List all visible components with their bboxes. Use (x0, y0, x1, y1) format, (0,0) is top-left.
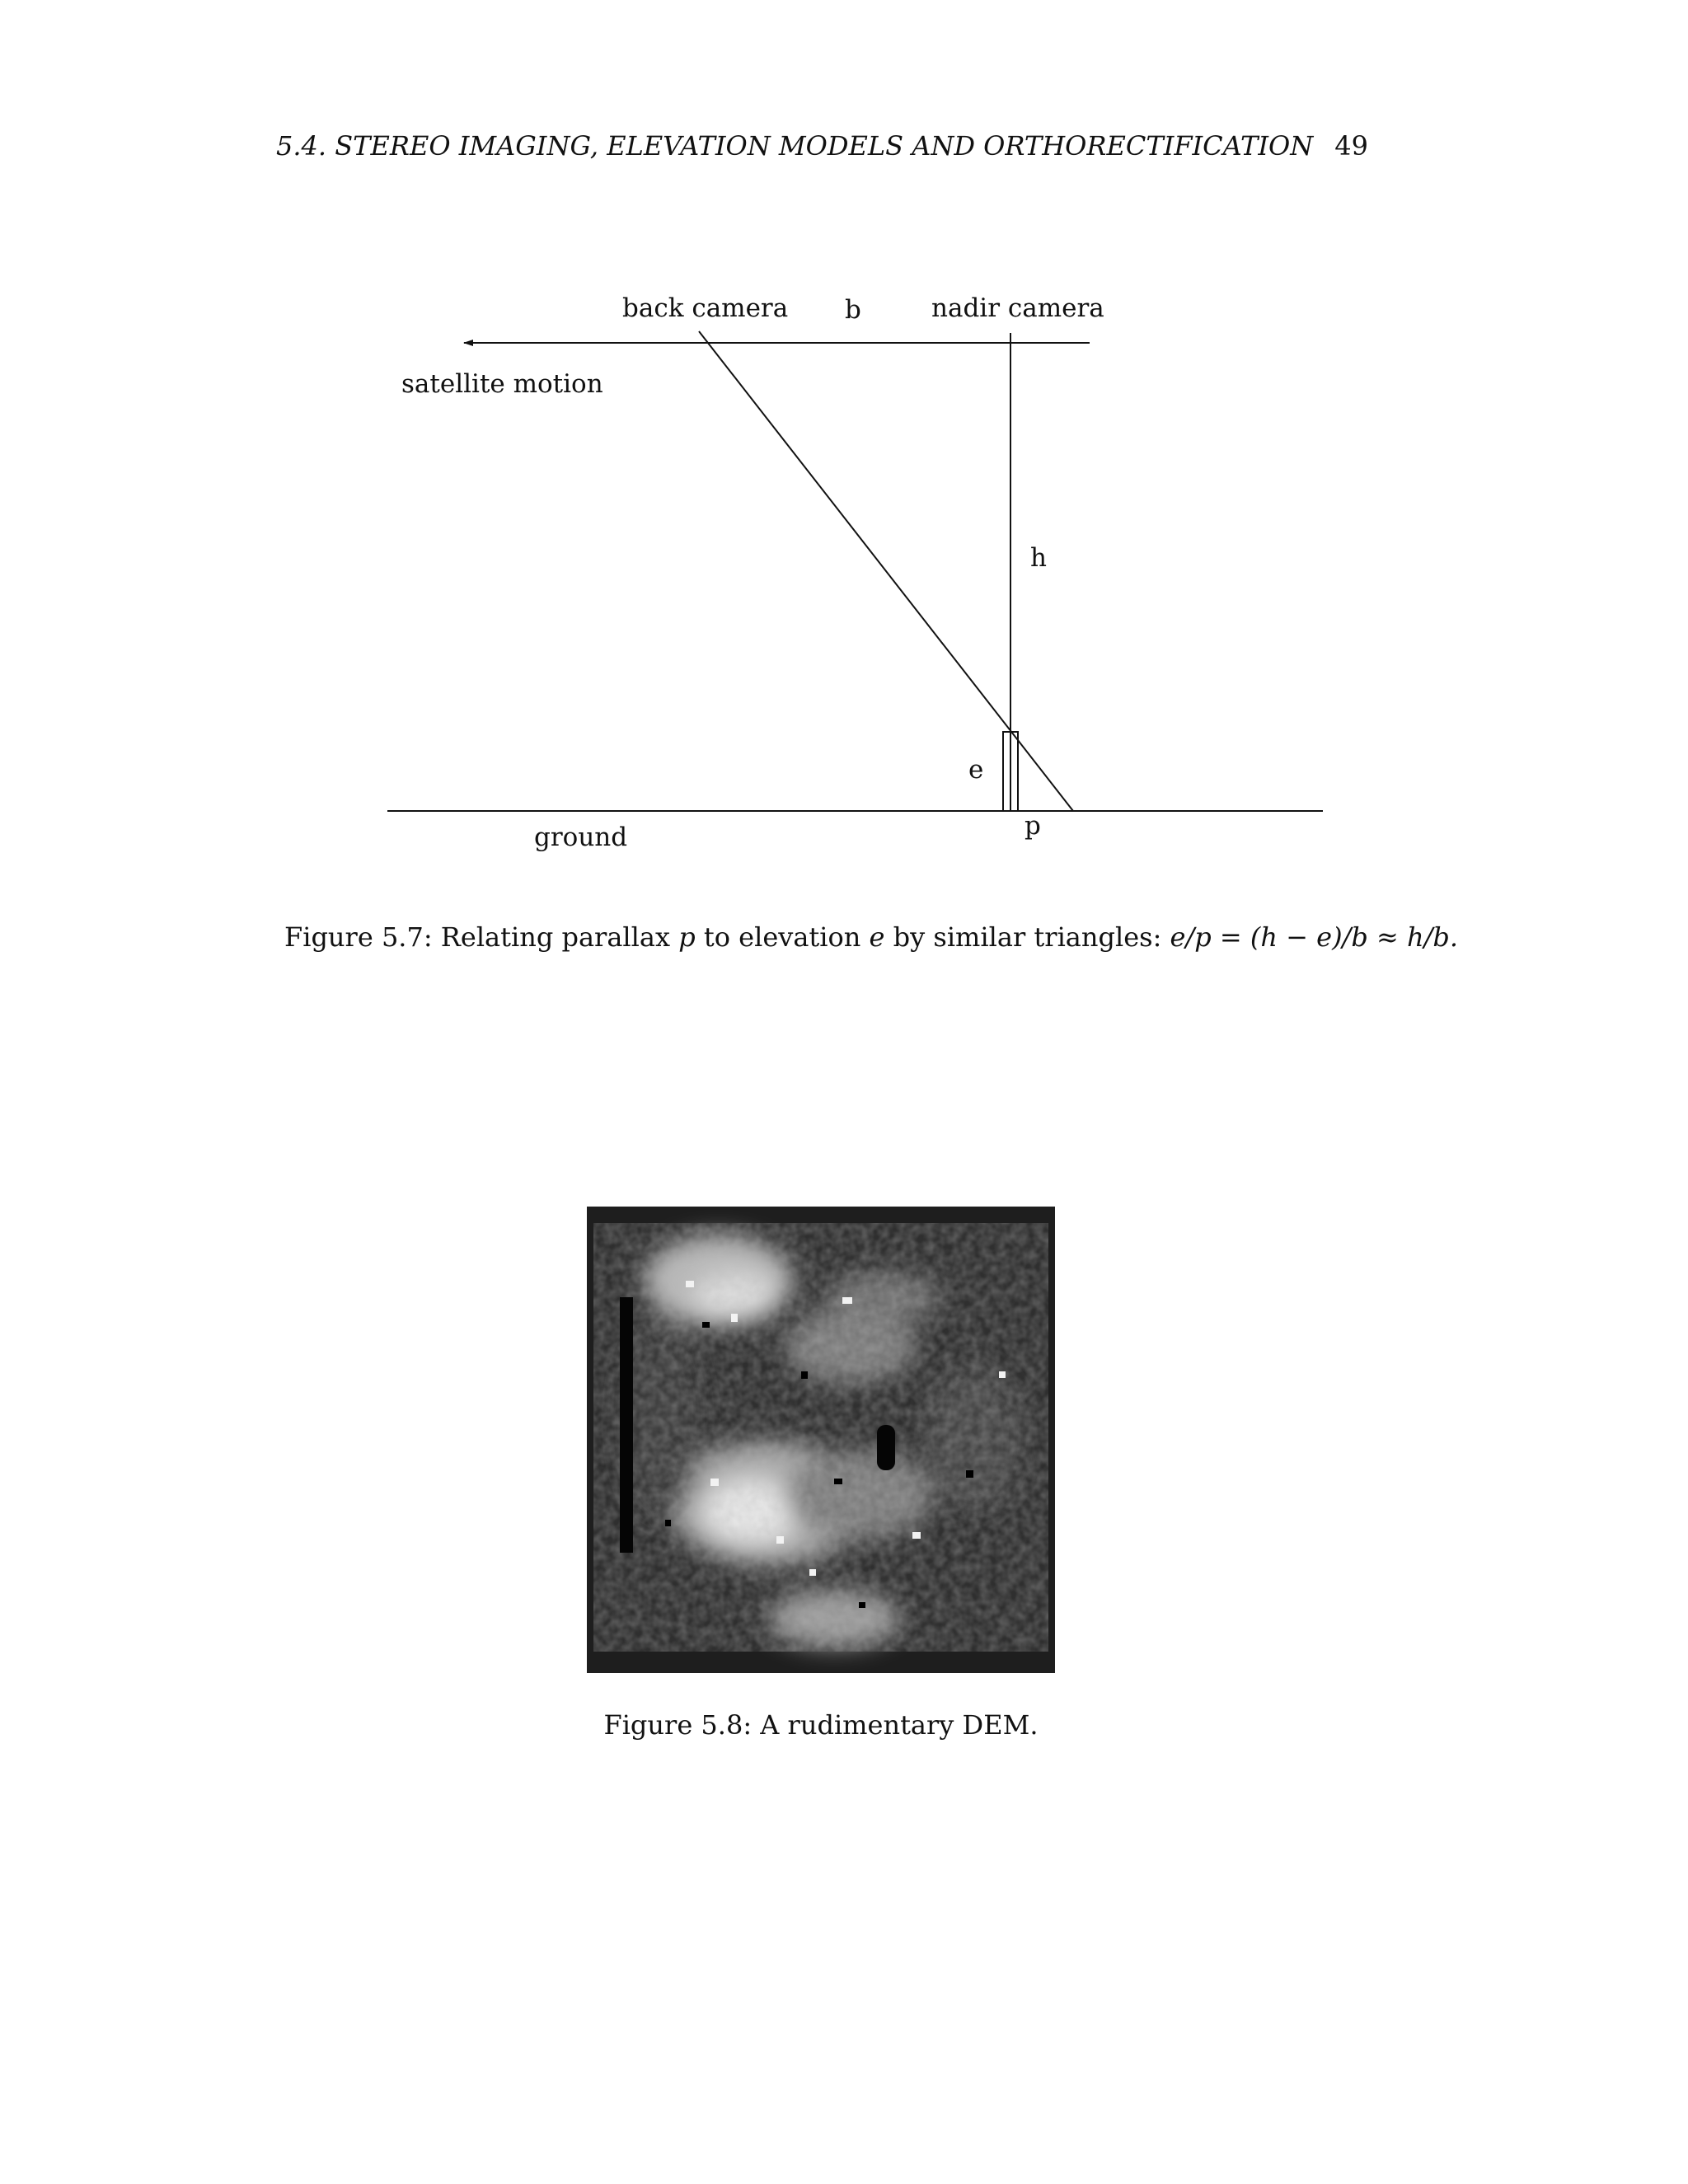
page-number: 49 (1334, 130, 1368, 162)
figure-5-7-caption (284, 921, 1458, 953)
satellite-motion-label: satellite motion (401, 369, 603, 399)
back-camera-ray (699, 331, 1073, 811)
dem-image (587, 1207, 1055, 1673)
caption-var-e: e (869, 921, 885, 953)
parallax-label-p: p (1025, 811, 1041, 841)
nadir-camera-label: nadir camera (931, 293, 1104, 323)
height-label-h: h (1030, 543, 1047, 573)
caption-text-before: Relating parallax (440, 921, 679, 953)
elevation-label-e: e (968, 755, 984, 785)
parallax-diagram (0, 0, 1688, 907)
back-camera-label: back camera (622, 293, 789, 323)
caption-var-p: p (678, 921, 696, 953)
ground-label: ground (534, 823, 628, 852)
section-title: 5.4. STEREO IMAGING, ELEVATION MODELS AND ORTHORECTIFICATION (276, 130, 1314, 162)
figure-5-8-caption: Figure 5.8: A rudimentary DEM. (603, 1709, 1039, 1741)
caption-text-after: by similar triangles: (884, 921, 1170, 953)
caption-text-middle: to elevation (695, 921, 870, 953)
caption-formula: e/p = (h − e)/b ≈ h/b. (1170, 921, 1459, 953)
caption-figure-number: Figure 5.7: (284, 921, 433, 953)
baseline-label-b: b (845, 295, 861, 325)
